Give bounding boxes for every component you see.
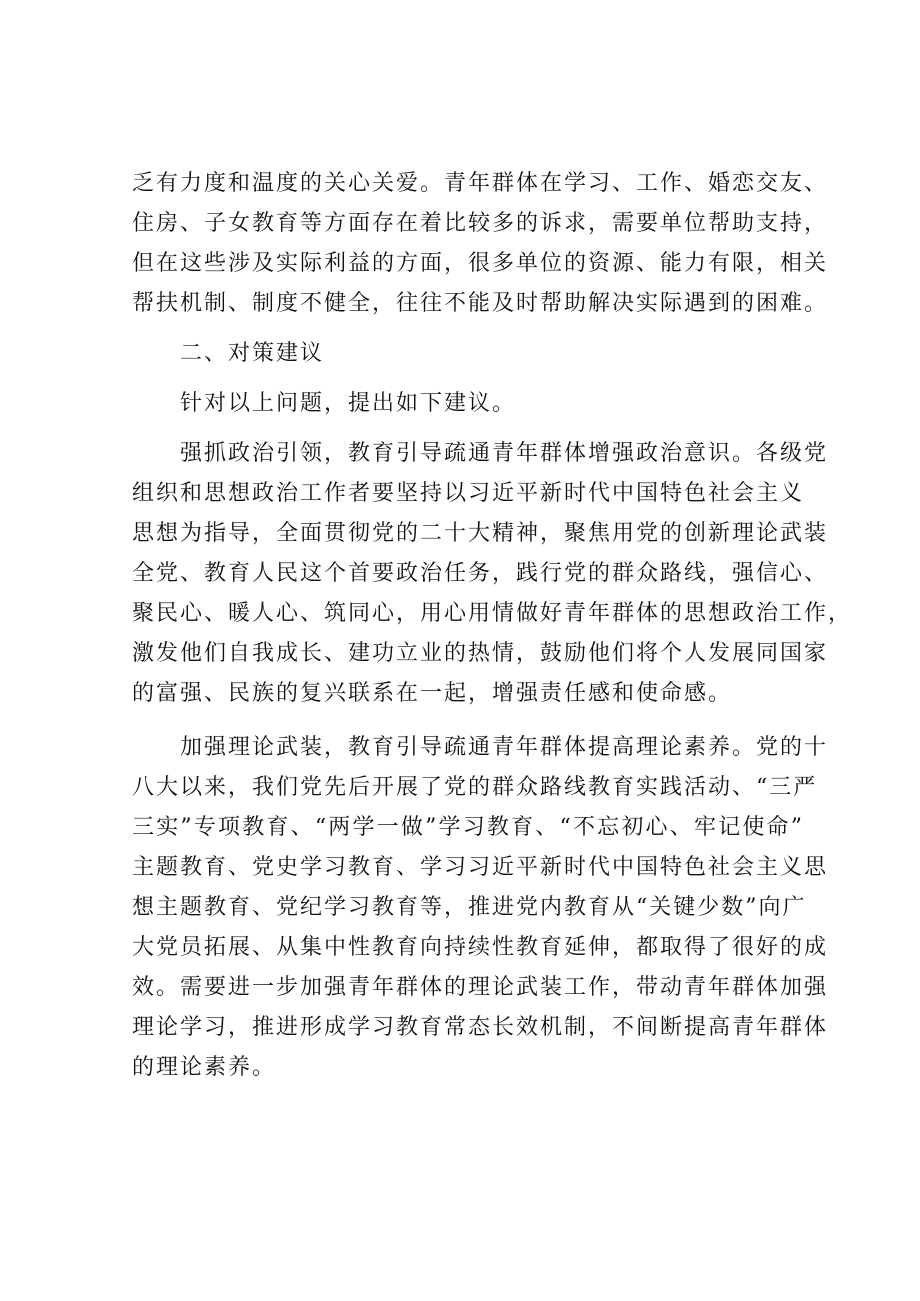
section-heading (132, 334, 804, 374)
text-line: 的理论素养。 (132, 1055, 277, 1080)
paragraph-care-issues (132, 164, 829, 324)
text-line: 大党员拓展、从集中性教育向持续性教育延伸，都取得了很好的成 (132, 935, 829, 960)
paragraph-theory-education (132, 728, 829, 1088)
text-line: 住房、子女教育等方面存在着比较多的诉求，需要单位帮助支持， (132, 211, 829, 236)
text-line: 全党、教育人民这个首要政治任务，践行党的群众路线，强信心、 (132, 561, 829, 586)
text-line: 加强理论武装，教育引导疏通青年群体提高理论素养。党的十 (180, 735, 829, 760)
text-line: 理论学习，推进形成学习教育常态长效机制，不间断提高青年群体 (132, 1015, 829, 1040)
text-line: 的富强、民族的复兴联系在一起，增强责任感和使命感。 (132, 681, 733, 706)
text-line: 针对以上问题，提出如下建议。 (180, 391, 517, 416)
text-line: 但在这些涉及实际利益的方面，很多单位的资源、能力有限，相关 (132, 251, 829, 276)
text-line: 激发他们自我成长、建功立业的热情，鼓励他们将个人发展同国家 (132, 641, 829, 666)
text-line: 效。需要进一步加强青年群体的理论武装工作，带动青年群体加强 (132, 975, 829, 1000)
text-line: 想主题教育、党纪学习教育等，推进党内教育从“关键少数”向广 (132, 895, 807, 920)
text-line: 思想为指导，全面贯彻党的二十大精神，聚焦用党的创新理论武装 (132, 521, 829, 546)
text-line: 三实”专项教育、“两学一做”学习教育、“不忘初心、牢记使命” (132, 815, 804, 840)
text-line: 乏有力度和温度的关心关爱。青年群体在学习、工作、婚恋交友、 (132, 171, 829, 196)
text-line: 帮扶机制、制度不健全，往往不能及时帮助解决实际遇到的困难。 (132, 291, 829, 316)
text-line: 八大以来，我们党先后开展了党的群众路线教育实践活动、“三严 (132, 775, 818, 800)
paragraph-political-guidance (132, 434, 853, 714)
text-line: 强抓政治引领，教育引导疏通青年群体增强政治意识。各级党 (180, 441, 829, 466)
heading-text: 二、对策建议 (180, 341, 325, 366)
text-line: 聚民心、暖人心、筑同心，用心用情做好青年群体的思想政治工作， (132, 601, 853, 626)
text-line: 主题教育、党史学习教育、学习习近平新时代中国特色社会主义思 (132, 855, 829, 880)
document-body (132, 164, 853, 1098)
text-line: 组织和思想政治工作者要坚持以习近平新时代中国特色社会主义 (132, 481, 805, 506)
paragraph-intro (132, 384, 804, 424)
